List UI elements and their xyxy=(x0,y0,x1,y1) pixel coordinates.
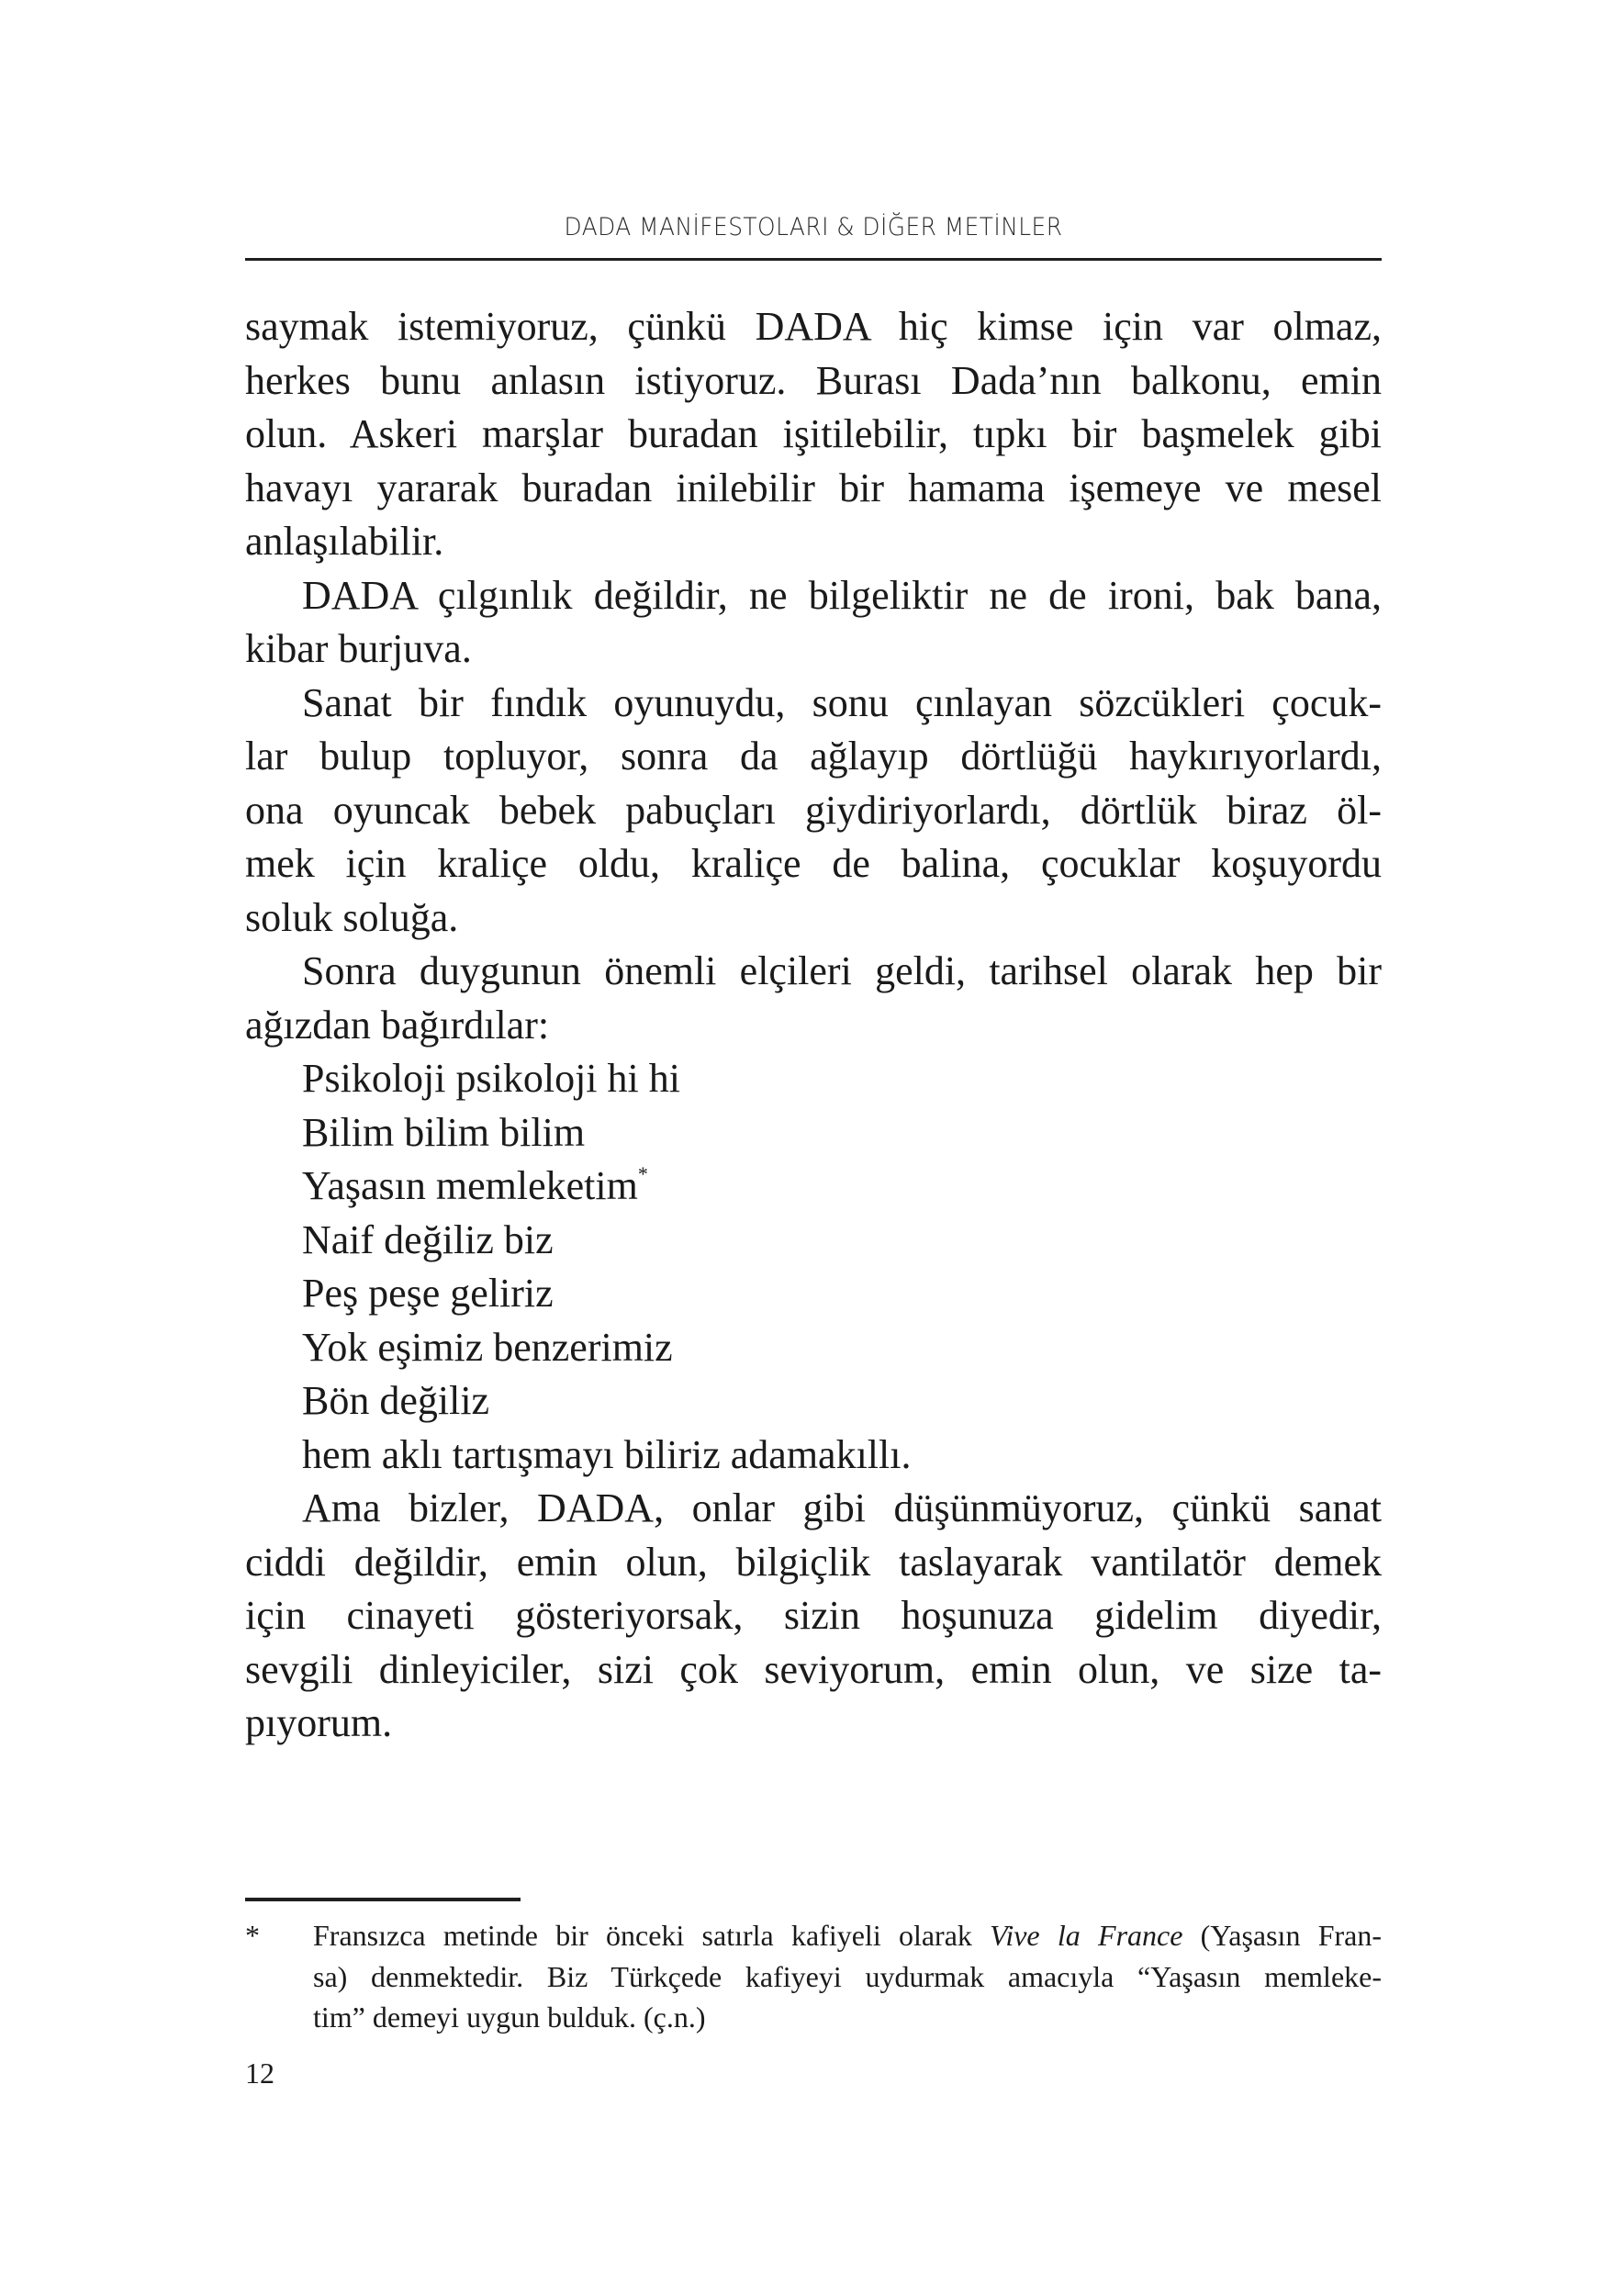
footnote-line: sa) denmektedir. Biz Türkçede kafiyeyi uydurmak amacıyla “Yaşasın memleke- xyxy=(313,1959,1382,1993)
paragraph-start-line: Sanat bir fındık oyunuydu, sonu çınlayan sözcükleri çocuk- xyxy=(302,679,1382,725)
footnote-rule xyxy=(245,1898,521,1901)
verse-text: Yaşasın memleketim xyxy=(302,1163,638,1208)
footnote-italic-phrase: Vive la France xyxy=(990,1919,1183,1952)
body-line: sevgili dinleyiciler, sizi çok seviyorum, emin olun, ve size ta- xyxy=(245,1646,1382,1692)
verse-line: Peş peşe geliriz xyxy=(302,1271,554,1316)
footnote-body xyxy=(313,1915,1382,2038)
body-line: lar bulup topluyor, sonra da ağlayıp dörtlüğü haykırıyorlardı, xyxy=(245,734,1382,779)
body-line: anlaşılabilir. xyxy=(245,519,444,564)
body-line: mek için kraliçe oldu, kraliçe de balina, çocuklar koşuyordu xyxy=(245,841,1382,886)
verse-line xyxy=(245,1160,1382,1214)
body-line: için cinayeti gösteriyorsak, sizin hoşunuza gidelim diyedir, xyxy=(245,1593,1382,1638)
footnote-text: Fransızca metinde bir önceki satırla kafiyeli olarak xyxy=(313,1919,991,1952)
body-line: pıyorum. xyxy=(245,1700,393,1745)
body-line: herkes bunu anlasın istiyoruz. Burası Dada’nın balkonu, emin xyxy=(245,357,1382,403)
page-number: 12 xyxy=(245,2056,274,2090)
paragraph-start-line: Ama bizler, DADA, onlar gibi düşünmüyoruz, çünkü sanat xyxy=(302,1485,1382,1530)
verse-line: Bön değiliz xyxy=(302,1378,490,1423)
body-line: soluk soluğa. xyxy=(245,894,459,940)
body-line: saymak istemiyoruz, çünkü DADA hiç kimse için var olmaz, xyxy=(245,304,1382,349)
body-line: ağızdan bağırdılar: xyxy=(245,1002,550,1048)
verse-line: Bilim bilim bilim xyxy=(302,1109,586,1155)
footnote-reference[interactable]: * xyxy=(637,1162,648,1185)
body-line: olun. Askeri marşlar buradan işitilebilir, tıpkı bir başmelek gibi xyxy=(245,411,1382,456)
paragraph-start-line: Sonra duygunun önemli elçileri geldi, tarihsel olarak hep bir xyxy=(302,948,1382,993)
verse-line: hem aklı tartışmayı biliriz adamakıllı. xyxy=(302,1431,912,1477)
footnote-marker: * xyxy=(245,1919,260,1952)
body-line: ciddi değildir, emin olun, bilgiçlik taslayarak vantilatör demek xyxy=(245,1539,1382,1585)
body-text xyxy=(245,300,1382,1751)
body-line: havayı yararak buradan inilebilir bir hamama işemeye ve mesel xyxy=(245,465,1382,510)
verse-line: Yok eşimiz benzerimiz xyxy=(302,1324,673,1370)
verse-line: Psikoloji psikoloji hi hi xyxy=(302,1056,680,1101)
body-line: kibar burjuva. xyxy=(245,626,472,671)
header-rule xyxy=(245,258,1382,261)
running-header-title: DADA MANİFESTOLARI & DİĞER METİNLER xyxy=(564,213,1063,241)
verse-line: Naif değiliz biz xyxy=(302,1216,554,1262)
paragraph-start-line: DADA çılgınlık değildir, ne bilgeliktir ne de ironi, bak bana, xyxy=(302,572,1382,618)
footnote xyxy=(245,1915,1382,2038)
footnote-line xyxy=(313,1915,1382,1956)
footnote-line: tim” demeyi uygun bulduk. (ç.n.) xyxy=(313,2000,706,2034)
body-line: ona oyuncak bebek pabuçları giydiriyorlardı, dörtlük biraz öl- xyxy=(245,787,1382,833)
footnote-text: (Yaşasın Fran- xyxy=(1182,1919,1382,1952)
